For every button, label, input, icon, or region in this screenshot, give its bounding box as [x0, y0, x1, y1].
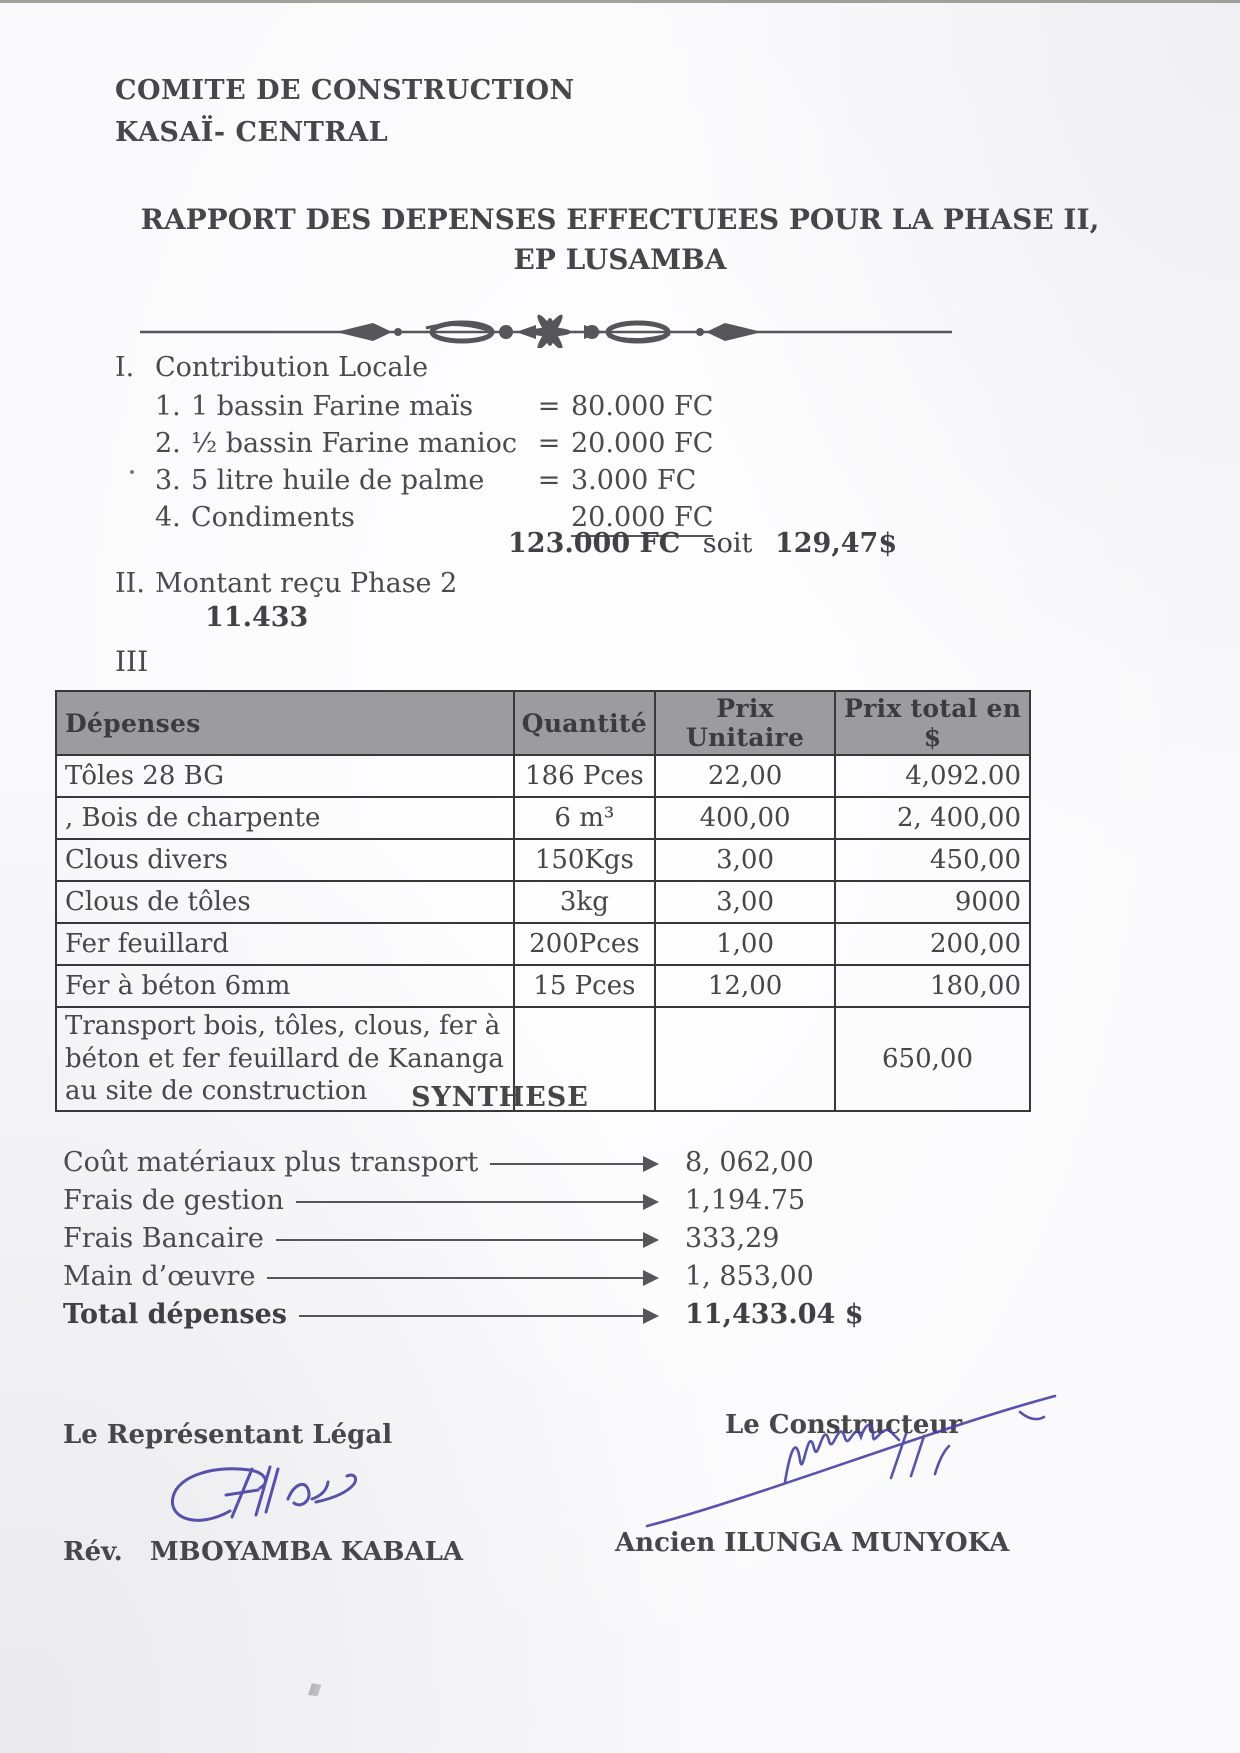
total-fc: 123.000 FC: [508, 528, 681, 559]
item-label: 5 litre huile de palme: [191, 465, 485, 496]
expense-qty: 15 Pces: [514, 965, 655, 1007]
table-row: [56, 965, 1030, 1007]
header-depenses: Dépenses: [56, 691, 514, 755]
ornamental-divider: [140, 314, 952, 348]
synthese-row: [63, 1143, 885, 1181]
item-label: ½ bassin Farine manioc: [191, 428, 518, 459]
synthese-value: 1, 853,00: [685, 1260, 814, 1292]
expense-label: Fer à béton 6mm: [56, 965, 514, 1007]
total-soit: soit: [702, 528, 753, 559]
expense-unit-price: 3,00: [655, 839, 835, 881]
synthese-label: Coût matériaux plus transport: [63, 1146, 479, 1178]
synthese-value: 333,29: [685, 1222, 780, 1254]
section1-numeral: I.: [115, 352, 135, 383]
expense-qty: 3kg: [514, 881, 655, 923]
expense-total: 200,00: [835, 923, 1030, 965]
synthese-value: 8, 062,00: [685, 1146, 814, 1178]
left-signature-title: Le Représentant Légal: [63, 1420, 393, 1450]
section2-numeral: II.: [115, 568, 145, 599]
expense-unit-price: 3,00: [655, 881, 835, 923]
table-row: [56, 923, 1030, 965]
expense-qty: 6 m³: [514, 797, 655, 839]
expense-label: , Bois de charpente: [56, 797, 514, 839]
synthese-label: Frais de gestion: [63, 1184, 284, 1216]
item-value-underlined: 20.000 FC: [571, 502, 713, 537]
item-number: 3.: [155, 465, 181, 496]
expense-qty: 186 Pces: [514, 755, 655, 797]
expense-total: 650,00: [835, 1007, 1030, 1111]
synthese-list: [63, 1143, 885, 1333]
leader-line: [490, 1163, 643, 1165]
expense-label: Fer feuillard: [56, 923, 514, 965]
leader-line: [299, 1315, 643, 1317]
arrow-right-icon: [643, 1232, 659, 1248]
arrow-right-icon: [643, 1270, 659, 1286]
synthese-row: [63, 1257, 885, 1295]
expense-label: Tôles 28 BG: [56, 755, 514, 797]
scan-edge-artifact: [0, 0, 1240, 3]
expense-qty: 200Pces: [514, 923, 655, 965]
expense-total: 2, 400,00: [835, 797, 1030, 839]
synthese-row: [63, 1181, 885, 1219]
contribution-item: [155, 465, 713, 502]
item-number: 4.: [155, 502, 181, 533]
arrow-right-icon: [643, 1156, 659, 1172]
item-equals: =: [537, 465, 561, 496]
expense-unit-price: 12,00: [655, 965, 835, 1007]
item-label: Condiments: [191, 502, 355, 533]
right-signature-title: Le Constructeur: [725, 1410, 963, 1440]
arrow-right-icon: [643, 1308, 659, 1324]
expense-label: Clous divers: [56, 839, 514, 881]
left-signature-ink: [160, 1455, 390, 1550]
table-row: [56, 797, 1030, 839]
title-line2: EP LUSAMBA: [513, 243, 727, 276]
expense-total: 9000: [835, 881, 1030, 923]
section-montant-recu: [115, 568, 457, 599]
leader-line: [276, 1239, 643, 1241]
expense-label: Transport bois, tôles, clous, fer à béton et fer feuillard de Kananga au site de construction: [56, 1007, 514, 1111]
synthese-label: Total dépenses: [63, 1298, 287, 1330]
synthese-row: [63, 1219, 885, 1257]
expense-unit-price: 22,00: [655, 755, 835, 797]
item-equals: =: [537, 428, 561, 459]
left-signature-name: Rév. MBOYAMBA KABALA: [63, 1537, 464, 1567]
org-name-line2: KASAÏ- CENTRAL: [115, 117, 389, 148]
header-quantite: Quantité: [514, 691, 655, 755]
leader-line: [296, 1201, 643, 1203]
item-value: 80.000 FC: [571, 391, 714, 422]
expense-unit-price: 1,00: [655, 923, 835, 965]
contribution-total-line: [508, 528, 897, 559]
total-usd: 129,47$: [774, 528, 898, 559]
item-equals: =: [537, 391, 561, 422]
arrow-right-icon: [643, 1194, 659, 1210]
expenses-table: [55, 690, 1031, 1112]
title-line1: RAPPORT DES DEPENSES EFFECTUEES POUR LA PHASE II,: [140, 203, 1100, 236]
synthese-label: Frais Bancaire: [63, 1222, 264, 1254]
synthese-value: 1,194.75: [685, 1184, 806, 1216]
right-signature-name: Ancien ILUNGA MUNYOKA: [615, 1528, 1010, 1558]
item-label: 1 bassin Farine maïs: [191, 391, 474, 422]
item-value: 20.000 FC: [571, 428, 714, 459]
expense-unit-price: 400,00: [655, 797, 835, 839]
section-contribution-locale: [115, 352, 713, 539]
expense-total: 180,00: [835, 965, 1030, 1007]
table-row: [56, 881, 1030, 923]
header-prix-total: Prix total en $: [835, 691, 1030, 755]
document-title: [0, 200, 1240, 280]
contribution-item: [155, 391, 713, 428]
section1-heading: Contribution Locale: [155, 352, 429, 383]
contribution-item: [155, 428, 713, 465]
expense-qty: 150Kgs: [514, 839, 655, 881]
stray-ink-dot: [130, 470, 134, 474]
pencil-smudge: [284, 1680, 347, 1701]
table-row: [56, 755, 1030, 797]
synthese-value: 11,433.04 $: [685, 1298, 864, 1330]
synthese-title: SYNTHESE: [411, 1082, 589, 1113]
header-prix-unitaire: Prix Unitaire: [655, 691, 835, 755]
expense-label: Clous de tôles: [56, 881, 514, 923]
contribution-items: [155, 391, 713, 539]
item-number: 1.: [155, 391, 181, 422]
item-value: 3.000 FC: [571, 465, 697, 496]
item-number: 2.: [155, 428, 181, 459]
expense-total: 450,00: [835, 839, 1030, 881]
expense-total: 4,092.00: [835, 755, 1030, 797]
synthese-label: Main d’œuvre: [63, 1260, 256, 1292]
montant-recu-amount: 11.433: [205, 602, 309, 633]
synthese-total-row: [63, 1295, 885, 1333]
leader-line: [267, 1277, 643, 1279]
section3-numeral: III: [115, 645, 149, 678]
table-row: [56, 839, 1030, 881]
table-header-row: [56, 691, 1030, 755]
org-name-line1: COMITE DE CONSTRUCTION: [115, 75, 575, 106]
letterhead: [115, 70, 575, 154]
section2-heading: Montant reçu Phase 2: [155, 568, 458, 599]
right-signature-ink: [635, 1382, 1065, 1534]
